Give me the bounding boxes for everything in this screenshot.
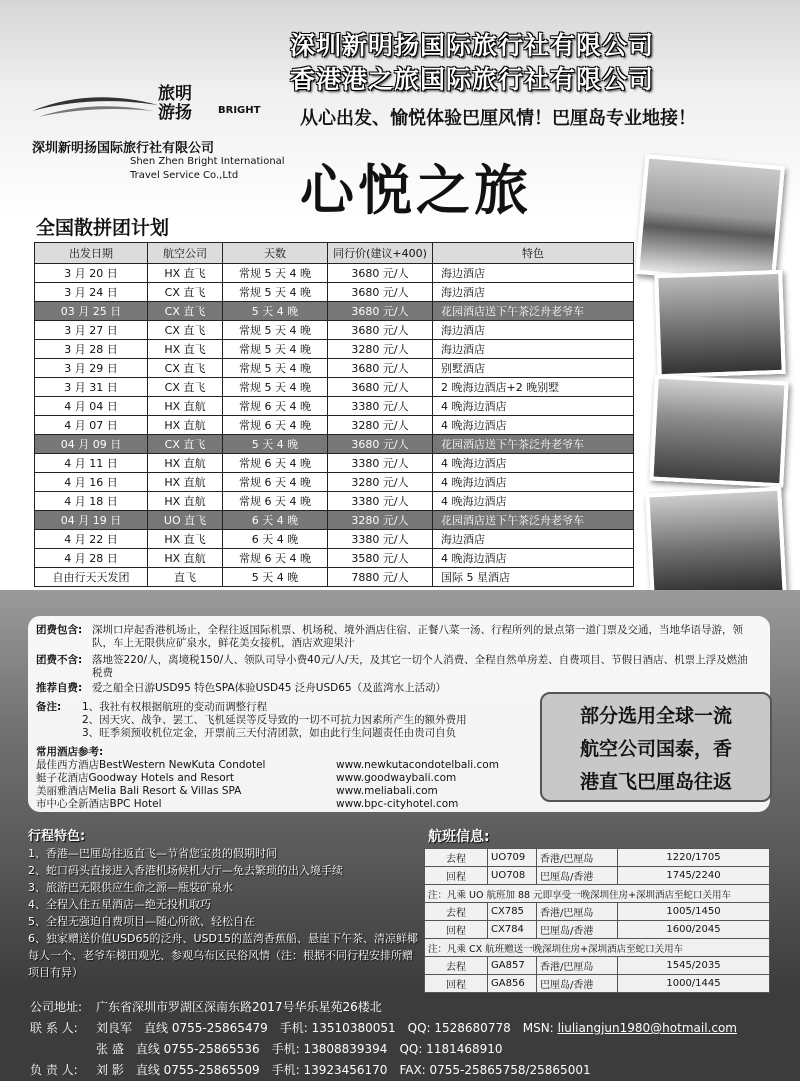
promo-line: 部分选用全球一流	[579, 705, 732, 727]
schedule-row	[35, 302, 634, 321]
price-cell: 3680 元/人	[328, 321, 433, 340]
schedule-row	[35, 549, 634, 568]
schedule-row	[35, 416, 634, 435]
contact-msn[interactable]: liuliangjun1980@hotmail.com	[557, 1021, 737, 1035]
feature-cell: 别墅酒店	[433, 359, 634, 378]
feature-cell: 4 晚海边酒店	[433, 473, 634, 492]
flight-number: CX784	[488, 921, 537, 939]
footer-contacts	[30, 997, 737, 1081]
schedule-row	[35, 397, 634, 416]
flight-direction: 回程	[425, 975, 488, 993]
feature-cell: 4 晚海边酒店	[433, 454, 634, 473]
note-item: 3、旺季须预收机位定金，开票前三天付清团款，如由此行生问题责任由贵司自负	[82, 727, 457, 739]
hotel-row	[36, 798, 536, 811]
logo-brand: BRIGHT	[218, 105, 261, 116]
flight-time: 1005/1450	[618, 903, 770, 921]
feature-item: 3、旅游巴无限供应生命之源—瓶装矿泉水	[28, 881, 233, 894]
column-header-feature: 特色	[433, 243, 634, 264]
flight-note-row	[425, 885, 770, 903]
feature-cell: 海边酒店	[433, 283, 634, 302]
schedule-row	[35, 492, 634, 511]
flight-number: UO709	[488, 849, 537, 867]
days-cell: 6 天 4 晚	[223, 530, 328, 549]
flight-row	[425, 849, 770, 867]
airline-cell: CX 直飞	[148, 435, 223, 454]
days-cell: 5 天 4 晚	[223, 435, 328, 454]
price-cell: 3280 元/人	[328, 511, 433, 530]
days-cell: 6 天 4 晚	[223, 511, 328, 530]
feature-item: 6、独家赠送价值USD65的泛舟、USD15的蓝湾香蕉船、悬崖下午茶、清凉鲜椰每人一个、老爷车梯田观光、参观乌布区民俗风情（注：根据不同行程安排所赠项目有异）	[28, 932, 418, 979]
date-cell: 4 月 16 日	[35, 473, 148, 492]
schedule-row	[35, 359, 634, 378]
schedule-body	[35, 264, 634, 587]
days-cell: 常规 5 天 4 晚	[223, 321, 328, 340]
hotel-name: 最佳西方酒店BestWestern NewKuta Condotel	[36, 759, 266, 771]
hotel-row	[36, 772, 536, 785]
hotel-row	[36, 785, 536, 798]
beach-resort-photo	[654, 270, 786, 378]
airline-cell: HX 直飞	[148, 340, 223, 359]
pool-villa-photo	[649, 375, 788, 488]
notes-label: 备注:	[36, 701, 62, 713]
address-text: 广东省深圳市罗湖区深南东路2017号华乐星苑26楼北	[96, 1000, 382, 1014]
contact-mobile: 手机: 13510380051	[279, 1021, 396, 1035]
logo-swoosh-icon	[30, 91, 160, 121]
excluded-section	[36, 654, 762, 680]
feature-cell: 花园酒店送下午茶泛舟老爷车	[433, 511, 634, 530]
promo-badge	[540, 692, 772, 802]
feature-cell: 海边酒店	[433, 321, 634, 340]
excluded-label: 团费不含:	[36, 654, 83, 666]
days-cell: 常规 6 天 4 晚	[223, 416, 328, 435]
date-cell: 03 月 25 日	[35, 302, 148, 321]
feature-cell: 4 晚海边酒店	[433, 492, 634, 511]
airline-cell: CX 直飞	[148, 359, 223, 378]
selfpay-label: 推荐自费:	[36, 682, 83, 694]
airline-cell: HX 直航	[148, 549, 223, 568]
date-cell: 04 月 09 日	[35, 435, 148, 454]
flight-row	[425, 867, 770, 885]
flight-row	[425, 921, 770, 939]
address-row	[30, 997, 737, 1018]
manager-fax: FAX: 0755-25865758/25865001	[399, 1063, 591, 1077]
contact-mobile: 手机: 13808839394	[271, 1042, 388, 1056]
logo-mark-text: 旅明 游扬	[158, 84, 192, 123]
hotels-label: 常用酒店参考:	[36, 746, 104, 758]
flight-route: 巴厘岛/香港	[537, 975, 618, 993]
airline-cell: CX 直飞	[148, 283, 223, 302]
date-cell: 3 月 20 日	[35, 264, 148, 283]
flights-table	[424, 848, 770, 993]
date-cell: 3 月 31 日	[35, 378, 148, 397]
price-cell: 3280 元/人	[328, 473, 433, 492]
column-header-date: 出发日期	[35, 243, 148, 264]
days-cell: 常规 6 天 4 晚	[223, 397, 328, 416]
date-cell: 3 月 29 日	[35, 359, 148, 378]
flight-direction: 去程	[425, 957, 488, 975]
hotel-url[interactable]: www.meliabali.com	[336, 785, 438, 797]
schedule-title: 全国散拼团计划	[36, 217, 170, 239]
date-cell: 3 月 28 日	[35, 340, 148, 359]
airline-cell: CX 直飞	[148, 378, 223, 397]
airline-cell: HX 直飞	[148, 264, 223, 283]
notes-section	[36, 701, 556, 740]
schedule-row	[35, 473, 634, 492]
flights-body	[425, 849, 770, 993]
schedule-row	[35, 340, 634, 359]
schedule-row	[35, 378, 634, 397]
feature-item: 4、全程入住五星酒店—绝无投机取巧	[28, 898, 211, 911]
feature-cell: 国际 5 星酒店	[433, 568, 634, 587]
days-cell: 常规 5 天 4 晚	[223, 264, 328, 283]
flight-note: 注：凡乘 CX 航班赠送一晚深圳住房+深圳酒店至蛇口关用车	[425, 939, 770, 957]
selfpay-text: 爱之船全日游USD95 特色SPA体验USD45 泛舟USD65（及蓝湾水上活动）	[92, 682, 447, 694]
airline-cell: CX 直飞	[148, 321, 223, 340]
airline-cell: UO 直飞	[148, 511, 223, 530]
price-cell: 3280 元/人	[328, 340, 433, 359]
manager-label: 负 责 人:	[30, 1063, 78, 1077]
days-cell: 常规 5 天 4 晚	[223, 359, 328, 378]
feature-cell: 海边酒店	[433, 340, 634, 359]
contact-tel: 直线 0755-25865479	[144, 1021, 268, 1035]
date-cell: 4 月 11 日	[35, 454, 148, 473]
included-text: 深圳口岸起香港机场止，全程往返国际机票、机场税、境外酒店住宿、正餐八菜一汤、行程所列的景点第一道门票及交通，当地华语导游，领队，车上无限供应矿泉水，鲜花美女接机，酒店欢迎果汁	[92, 624, 743, 649]
airline-cell: HX 直航	[148, 473, 223, 492]
manager-mobile: 手机: 13923456170	[271, 1063, 388, 1077]
contact-row	[30, 1039, 737, 1060]
feature-cell: 4 晚海边酒店	[433, 397, 634, 416]
palm-pool-photo	[645, 487, 786, 602]
feature-cell: 海边酒店	[433, 264, 634, 283]
beach-pier-photo	[635, 154, 785, 286]
flight-number: CX785	[488, 903, 537, 921]
excluded-text: 落地签220/人，离境税150/人、领队司导小费40元/人/天，及其它一切个人消费、全程自然单房差、自费项目、节假日酒店、机票上浮及燃油税费	[92, 654, 748, 679]
logo-company-name-cn: 深圳新明扬国际旅行社有限公司	[32, 141, 215, 156]
contact-tel: 直线 0755-25865536	[135, 1042, 260, 1056]
date-cell: 4 月 22 日	[35, 530, 148, 549]
price-cell: 3380 元/人	[328, 397, 433, 416]
date-cell: 3 月 24 日	[35, 283, 148, 302]
days-cell: 常规 5 天 4 晚	[223, 340, 328, 359]
flight-number: GA856	[488, 975, 537, 993]
airline-cell: HX 直航	[148, 492, 223, 511]
hotel-url[interactable]: www.goodwaybali.com	[336, 772, 457, 784]
main-title: 心悦之旅	[300, 158, 532, 222]
flight-time: 1745/2240	[618, 867, 770, 885]
company-name-line: 香港港之旅国际旅行社有限公司	[290, 65, 655, 94]
slogan: 从心出发、愉悦体验巴厘风情！巴厘岛专业地接！	[300, 108, 696, 129]
company-banner	[290, 26, 710, 94]
flight-direction: 回程	[425, 921, 488, 939]
feature-cell: 花园酒店送下午茶泛舟老爷车	[433, 435, 634, 454]
company-name-line: 深圳新明扬国际旅行社有限公司	[290, 31, 655, 60]
hotel-url[interactable]: www.newkutacondotelbali.com	[336, 759, 499, 771]
price-cell: 3680 元/人	[328, 302, 433, 321]
flight-note-row	[425, 939, 770, 957]
days-cell: 常规 6 天 4 晚	[223, 454, 328, 473]
hotel-name: 蜓子花酒店Goodway Hotels and Resort	[36, 772, 235, 784]
days-cell: 常规 6 天 4 晚	[223, 492, 328, 511]
column-header-price: 同行价(建议+400)	[328, 243, 433, 264]
hotel-url[interactable]: www.bpc-cityhotel.com	[336, 798, 459, 810]
flight-direction: 回程	[425, 867, 488, 885]
address-label: 公司地址:	[30, 1000, 83, 1014]
flight-time: 1545/2035	[618, 957, 770, 975]
flight-route: 香港/巴厘岛	[537, 849, 618, 867]
features-section	[28, 828, 420, 981]
feature-item: 2、蛇口码头直接进入香港机场候机大厅—免去繁琐的出入境手续	[28, 864, 343, 877]
date-cell: 4 月 28 日	[35, 549, 148, 568]
price-cell: 3680 元/人	[328, 359, 433, 378]
airline-cell: HX 直航	[148, 416, 223, 435]
column-header-airline: 航空公司	[148, 243, 223, 264]
date-cell: 3 月 27 日	[35, 321, 148, 340]
date-cell: 4 月 18 日	[35, 492, 148, 511]
contact-label: 联 系 人:	[30, 1021, 78, 1035]
price-cell: 3680 元/人	[328, 264, 433, 283]
manager-row	[30, 1060, 737, 1081]
promo-line: 航空公司国泰，香	[579, 738, 732, 760]
schedule-row	[35, 321, 634, 340]
logo-company-name-en: Shen Zhen Bright International Travel Service Co.,Ltd	[130, 156, 285, 181]
flight-time: 1000/1445	[618, 975, 770, 993]
feature-cell: 花园酒店送下午茶泛舟老爷车	[433, 302, 634, 321]
column-header-days: 天数	[223, 243, 328, 264]
contact-name: 刘良军	[96, 1021, 133, 1035]
flight-route: 香港/巴厘岛	[537, 957, 618, 975]
airline-cell: HX 直航	[148, 454, 223, 473]
hotel-row	[36, 759, 536, 772]
days-cell: 常规 5 天 4 晚	[223, 378, 328, 397]
price-cell: 3380 元/人	[328, 530, 433, 549]
days-cell: 5 天 4 晚	[223, 568, 328, 587]
feature-cell: 海边酒店	[433, 530, 634, 549]
price-cell: 3680 元/人	[328, 283, 433, 302]
flight-row	[425, 975, 770, 993]
note-item: 2、因天灾、战争、罢工、飞机延误等反导致的一切不可抗力因素所产生的额外费用	[82, 714, 467, 726]
contact-msn-label: MSN:	[522, 1021, 554, 1035]
flight-direction: 去程	[425, 903, 488, 921]
contact-qq: QQ: 1181468910	[399, 1042, 503, 1056]
date-cell: 4 月 04 日	[35, 397, 148, 416]
manager-name: 刘 影	[96, 1063, 124, 1077]
included-section	[36, 624, 762, 650]
flight-route: 香港/巴厘岛	[537, 903, 618, 921]
contact-name: 张 盛	[96, 1042, 124, 1056]
days-cell: 常规 5 天 4 晚	[223, 283, 328, 302]
feature-cell: 4 晚海边酒店	[433, 416, 634, 435]
flight-route: 巴厘岛/香港	[537, 921, 618, 939]
feature-cell: 4 晚海边酒店	[433, 549, 634, 568]
contact-qq: QQ: 1528680778	[407, 1021, 511, 1035]
feature-cell: 2 晚海边酒店+2 晚别墅	[433, 378, 634, 397]
flight-note: 注：凡乘 UO 航班加 88 元即享受一晚深圳住房+深圳酒店至蛇口关用车	[425, 885, 770, 903]
manager-tel: 直线 0755-25865509	[135, 1063, 260, 1077]
schedule-row	[35, 264, 634, 283]
included-label: 团费包含:	[36, 624, 83, 636]
schedule-row	[35, 568, 634, 587]
airline-cell: HX 直飞	[148, 530, 223, 549]
schedule-row	[35, 530, 634, 549]
price-cell: 3280 元/人	[328, 416, 433, 435]
price-cell: 7880 元/人	[328, 568, 433, 587]
flight-row	[425, 957, 770, 975]
hotel-name: 市中心全新酒店BPC Hotel	[36, 798, 162, 810]
price-cell: 3380 元/人	[328, 454, 433, 473]
flight-row	[425, 903, 770, 921]
schedule-table	[34, 242, 634, 587]
days-cell: 常规 6 天 4 晚	[223, 473, 328, 492]
hotel-name: 美丽雅酒店Melia Bali Resort & Villas SPA	[36, 785, 242, 797]
schedule-row	[35, 435, 634, 454]
features-title: 行程特色:	[28, 829, 86, 844]
flight-number: GA857	[488, 957, 537, 975]
note-item: 1、我社有权根据航班的变动而调整行程	[82, 701, 268, 713]
days-cell: 5 天 4 晚	[223, 302, 328, 321]
price-cell: 3680 元/人	[328, 435, 433, 454]
hotels-section	[36, 746, 536, 811]
date-cell: 04 月 19 日	[35, 511, 148, 530]
airline-cell: CX 直飞	[148, 302, 223, 321]
feature-item: 5、全程无强迫自费项目—随心所欲、轻松自在	[28, 915, 255, 928]
schedule-header-row	[35, 243, 634, 264]
feature-item: 1、香港—巴厘岛往返直飞—节省您宝贵的假期时间	[28, 847, 277, 860]
flight-time: 1600/2045	[618, 921, 770, 939]
airline-cell: 直飞	[148, 568, 223, 587]
price-cell: 3380 元/人	[328, 492, 433, 511]
flight-time: 1220/1705	[618, 849, 770, 867]
date-cell: 自由行天天发团	[35, 568, 148, 587]
flight-number: UO708	[488, 867, 537, 885]
days-cell: 常规 6 天 4 晚	[223, 549, 328, 568]
date-cell: 4 月 07 日	[35, 416, 148, 435]
promo-line: 港直飞巴厘岛往返	[579, 771, 732, 793]
flight-direction: 去程	[425, 849, 488, 867]
flights-title: 航班信息:	[428, 829, 490, 845]
airline-cell: HX 直航	[148, 397, 223, 416]
contact-row	[30, 1018, 737, 1039]
schedule-row	[35, 283, 634, 302]
schedule-row	[35, 454, 634, 473]
schedule-row	[35, 511, 634, 530]
price-cell: 3580 元/人	[328, 549, 433, 568]
flight-route: 巴厘岛/香港	[537, 867, 618, 885]
price-cell: 3680 元/人	[328, 378, 433, 397]
